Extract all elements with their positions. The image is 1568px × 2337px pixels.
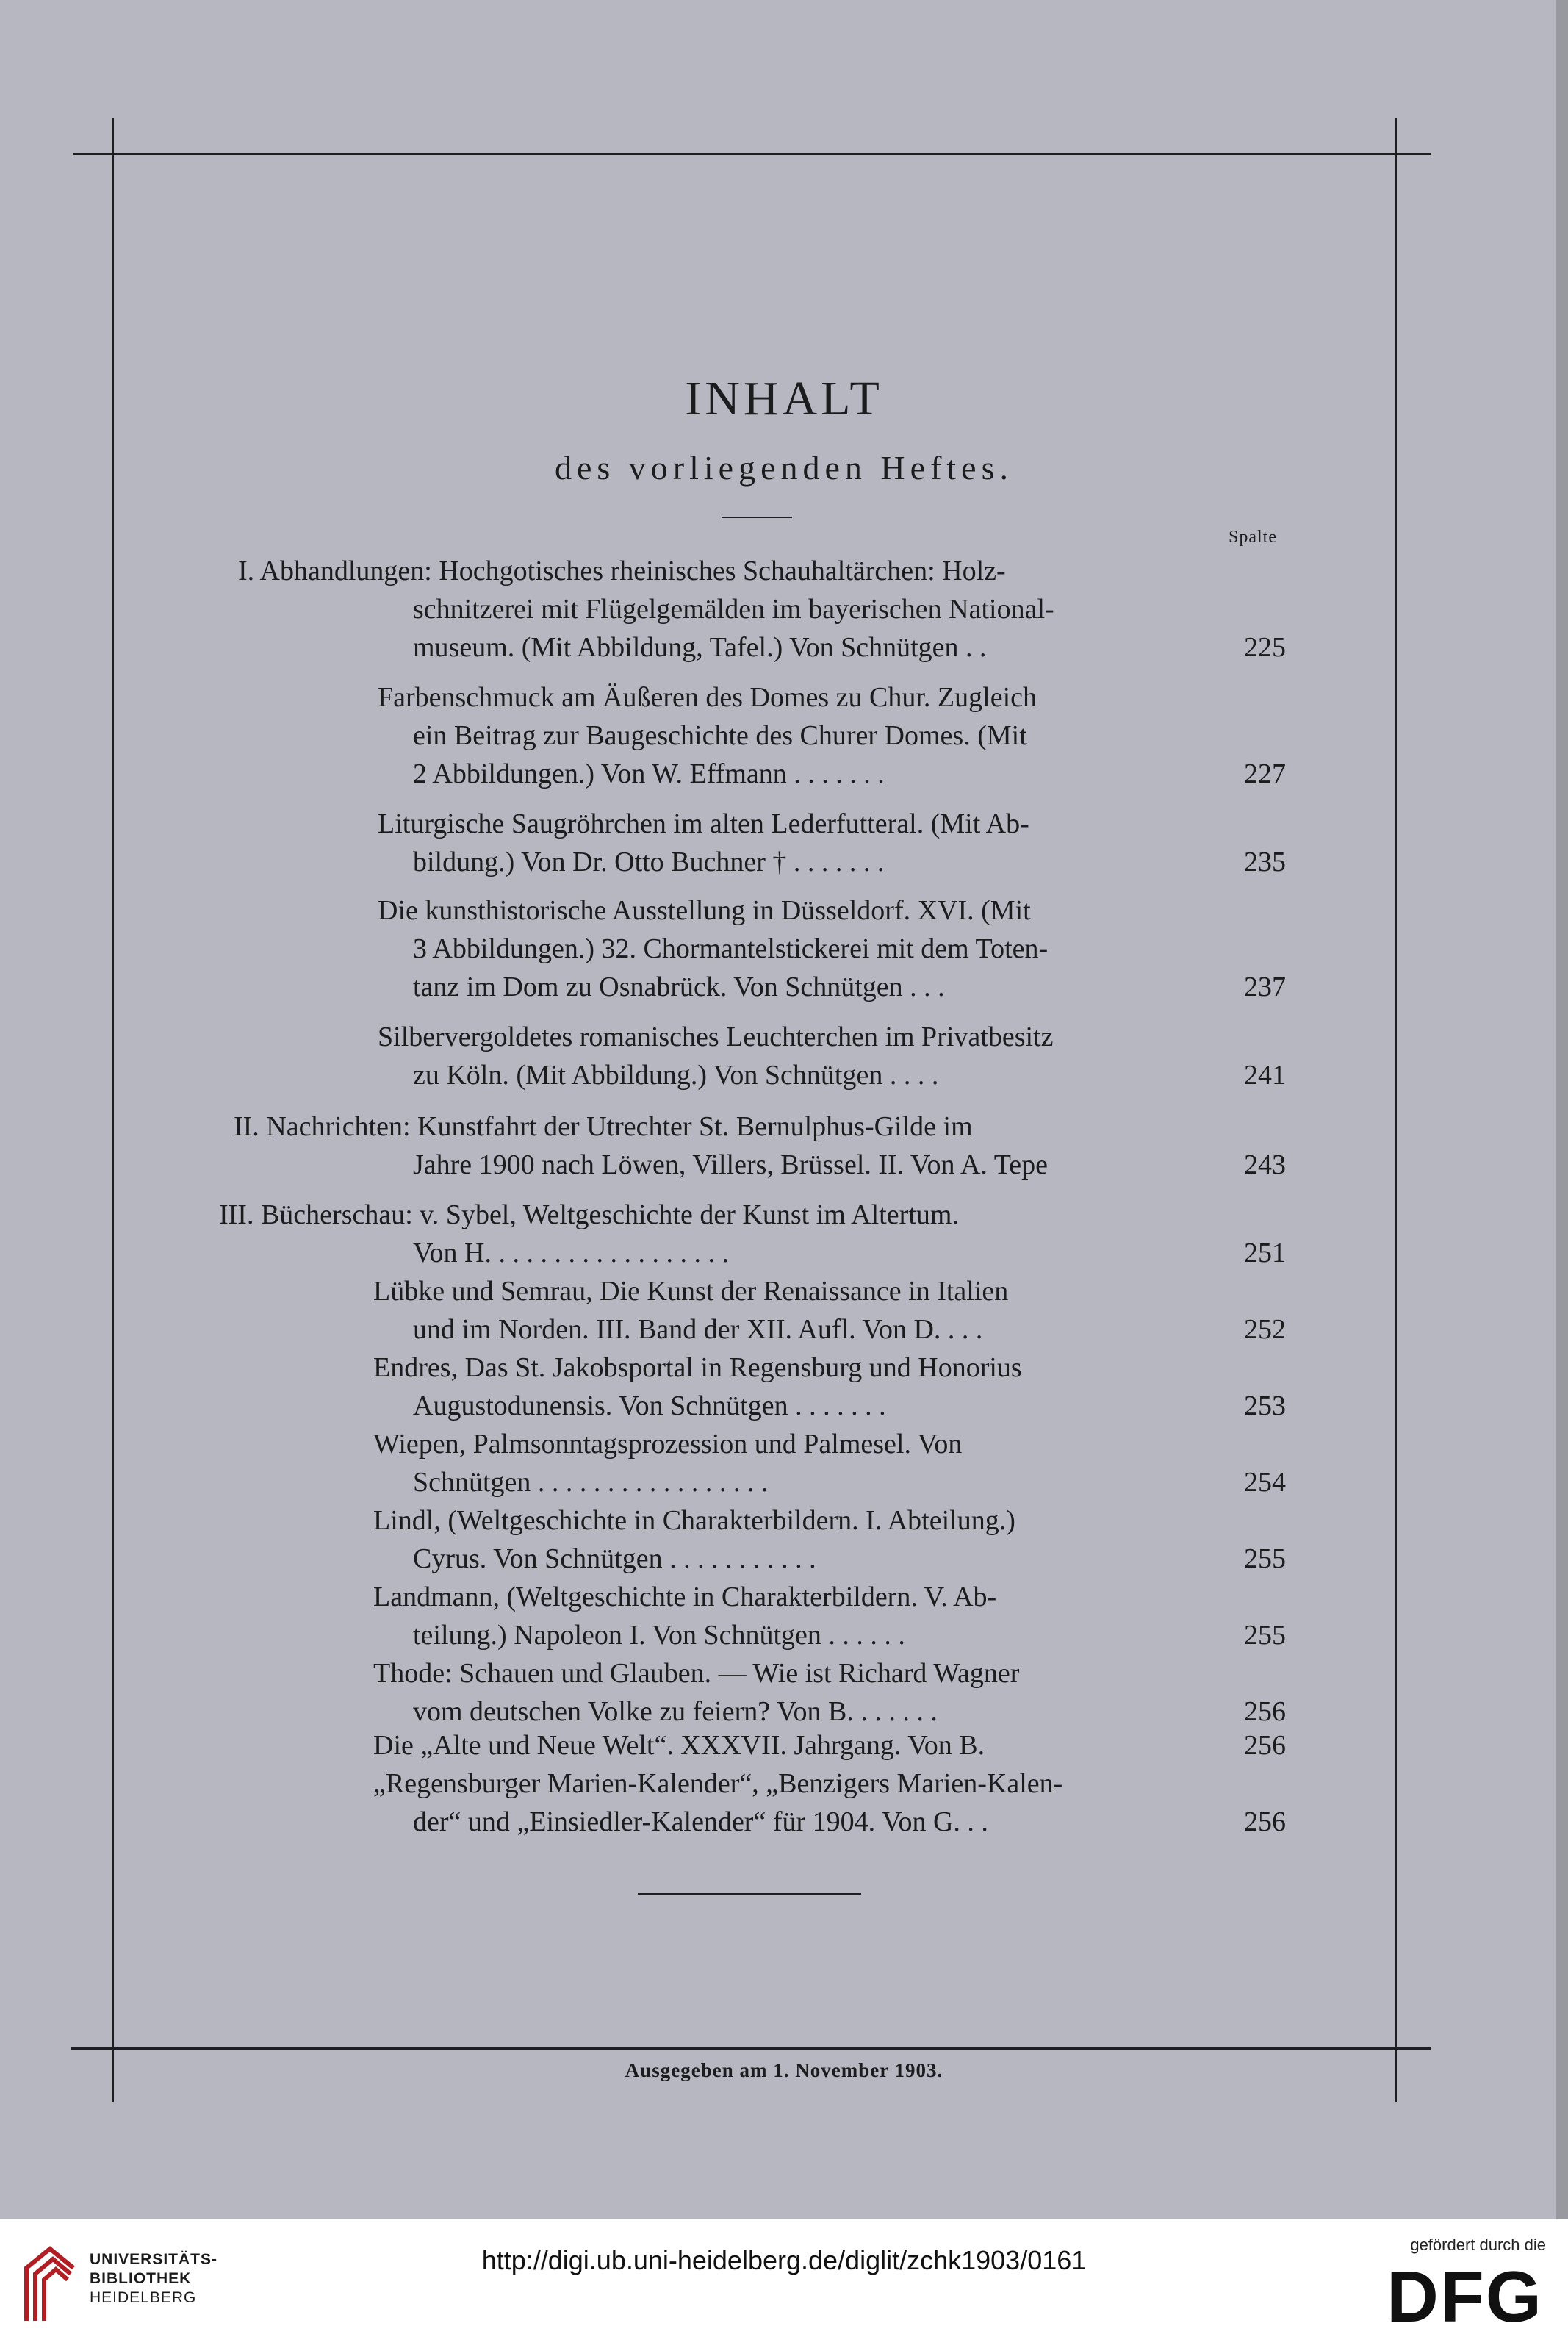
frame-top-rule [73,153,1431,155]
toc-line: Silbervergoldetes romanisches Leuchterchen im Privatbesitz [378,1022,1054,1052]
footer-bar [0,2219,1568,2336]
toc-page-number: 256 [1244,1730,1286,1761]
toc-page-number: 256 [1244,1696,1286,1727]
column-header: Spalte [1229,528,1277,547]
dfg-logo[interactable]: DFG [1387,2256,1543,2337]
toc-line: Lübke und Semrau, Die Kunst der Renaissance in Italien [373,1276,1009,1307]
toc-line: Endres, Das St. Jakobsportal in Regensburg und Honorius [373,1352,1022,1383]
toc-line: Jahre 1900 nach Löwen, Villers, Brüssel. II. Von A. Tepe [413,1149,1048,1180]
toc-page-number: 254 [1244,1467,1286,1498]
toc-line: Farbenschmuck am Äußeren des Domes zu Chur. Zugleich [378,682,1037,713]
toc-line: 3 Abbildungen.) 32. Chormantelstickerei mit dem Toten- [413,933,1049,964]
end-divider [638,1893,861,1895]
source-url-link[interactable]: http://digi.ub.uni-heidelberg.de/diglit/zchk1903/0161 [481,2245,1087,2275]
toc-line: Landmann, (Weltgeschichte in Charakterbildern. V. Ab- [373,1582,997,1612]
toc-line: Die „Alte und Neue Welt“. XXXVII. Jahrgang. Von B. [373,1730,985,1761]
page-title: INHALT [685,372,883,426]
toc-line: tanz im Dom zu Osnabrück. Von Schnütgen . . . [413,972,945,1002]
toc-page-number: 241 [1244,1060,1286,1091]
toc-page-number: 256 [1244,1806,1286,1837]
toc-line: museum. (Mit Abbildung, Tafel.) Von Schnütgen . . [413,632,987,663]
toc-line: bildung.) Von Dr. Otto Buchner † . . . . . . . [413,847,885,877]
toc-page-number: 255 [1244,1620,1286,1651]
library-name-line: BIBLIOTHEK [90,2270,192,2287]
frame-bottom-rule [71,2047,1431,2050]
toc-line: der“ und „Einsiedler-Kalender“ für 1904. Von G. . . [413,1806,988,1837]
title-divider [722,517,792,518]
library-name-line: UNIVERSITÄTS- [90,2251,218,2268]
toc-page-number: 251 [1244,1238,1286,1268]
toc-line: ein Beitrag zur Baugeschichte des Churer Domes. (Mit [413,720,1027,751]
toc-line: schnitzerei mit Flügelgemälden im bayerischen National- [413,594,1054,625]
toc-line: I. Abhandlungen: Hochgotisches rheinisches Schauhaltärchen: Holz- [238,556,1006,586]
library-name-line: HEIDELBERG [90,2289,197,2306]
toc-line: zu Köln. (Mit Abbildung.) Von Schnütgen . . . . [413,1060,939,1091]
toc-page-number: 235 [1244,847,1286,877]
funded-by-label: gefördert durch die [1410,2236,1546,2254]
toc-page-number: 253 [1244,1390,1286,1421]
toc-line: III. Bücherschau: v. Sybel, Weltgeschichte der Kunst im Altertum. [219,1199,959,1230]
toc-line: II. Nachrichten: Kunstfahrt der Utrechter St. Bernulphus-Gilde im [234,1111,973,1142]
issue-date: Ausgegeben am 1. November 1903. [625,2059,943,2081]
toc-line: Schnütgen . . . . . . . . . . . . . . . . . [413,1467,769,1498]
toc-page-number: 252 [1244,1314,1286,1345]
toc-line: Cyrus. Von Schnütgen . . . . . . . . . . . [413,1543,816,1574]
toc-line: Lindl, (Weltgeschichte in Charakterbildern. I. Abteilung.) [373,1505,1015,1536]
toc-page-number: 243 [1244,1149,1286,1180]
toc-line: vom deutschen Volke zu feiern? Von B. . . . . . . [413,1696,938,1727]
toc-line: Thode: Schauen und Glauben. — Wie ist Richard Wagner [373,1658,1020,1689]
page-subtitle: des vorliegenden Heftes. [554,449,1013,487]
toc-line: Die kunsthistorische Ausstellung in Düsseldorf. XVI. (Mit [378,895,1031,926]
toc-line: teilung.) Napoleon I. Von Schnütgen . . . . . . [413,1620,905,1651]
page-edge-shadow [1556,0,1568,2219]
toc-line: und im Norden. III. Band der XII. Aufl. Von D. . . . [413,1314,983,1345]
toc-line: Wiepen, Palmsonntagsprozession und Palmesel. Von [373,1429,963,1460]
toc-line: Liturgische Saugröhrchen im alten Lederfutteral. (Mit Ab- [378,808,1029,839]
toc-line: Von H. . . . . . . . . . . . . . . . . . [413,1238,729,1268]
toc-line: 2 Abbildungen.) Von W. Effmann . . . . . . . [413,758,885,789]
toc-page-number: 227 [1244,758,1286,789]
toc-page-number: 225 [1244,632,1286,663]
toc-page-number: 237 [1244,972,1286,1002]
toc-line: Augustodunensis. Von Schnütgen . . . . . . . [413,1390,886,1421]
toc-line: „Regensburger Marien-Kalender“, „Benzigers Marien-Kalen- [373,1768,1063,1799]
toc-page-number: 255 [1244,1543,1286,1574]
